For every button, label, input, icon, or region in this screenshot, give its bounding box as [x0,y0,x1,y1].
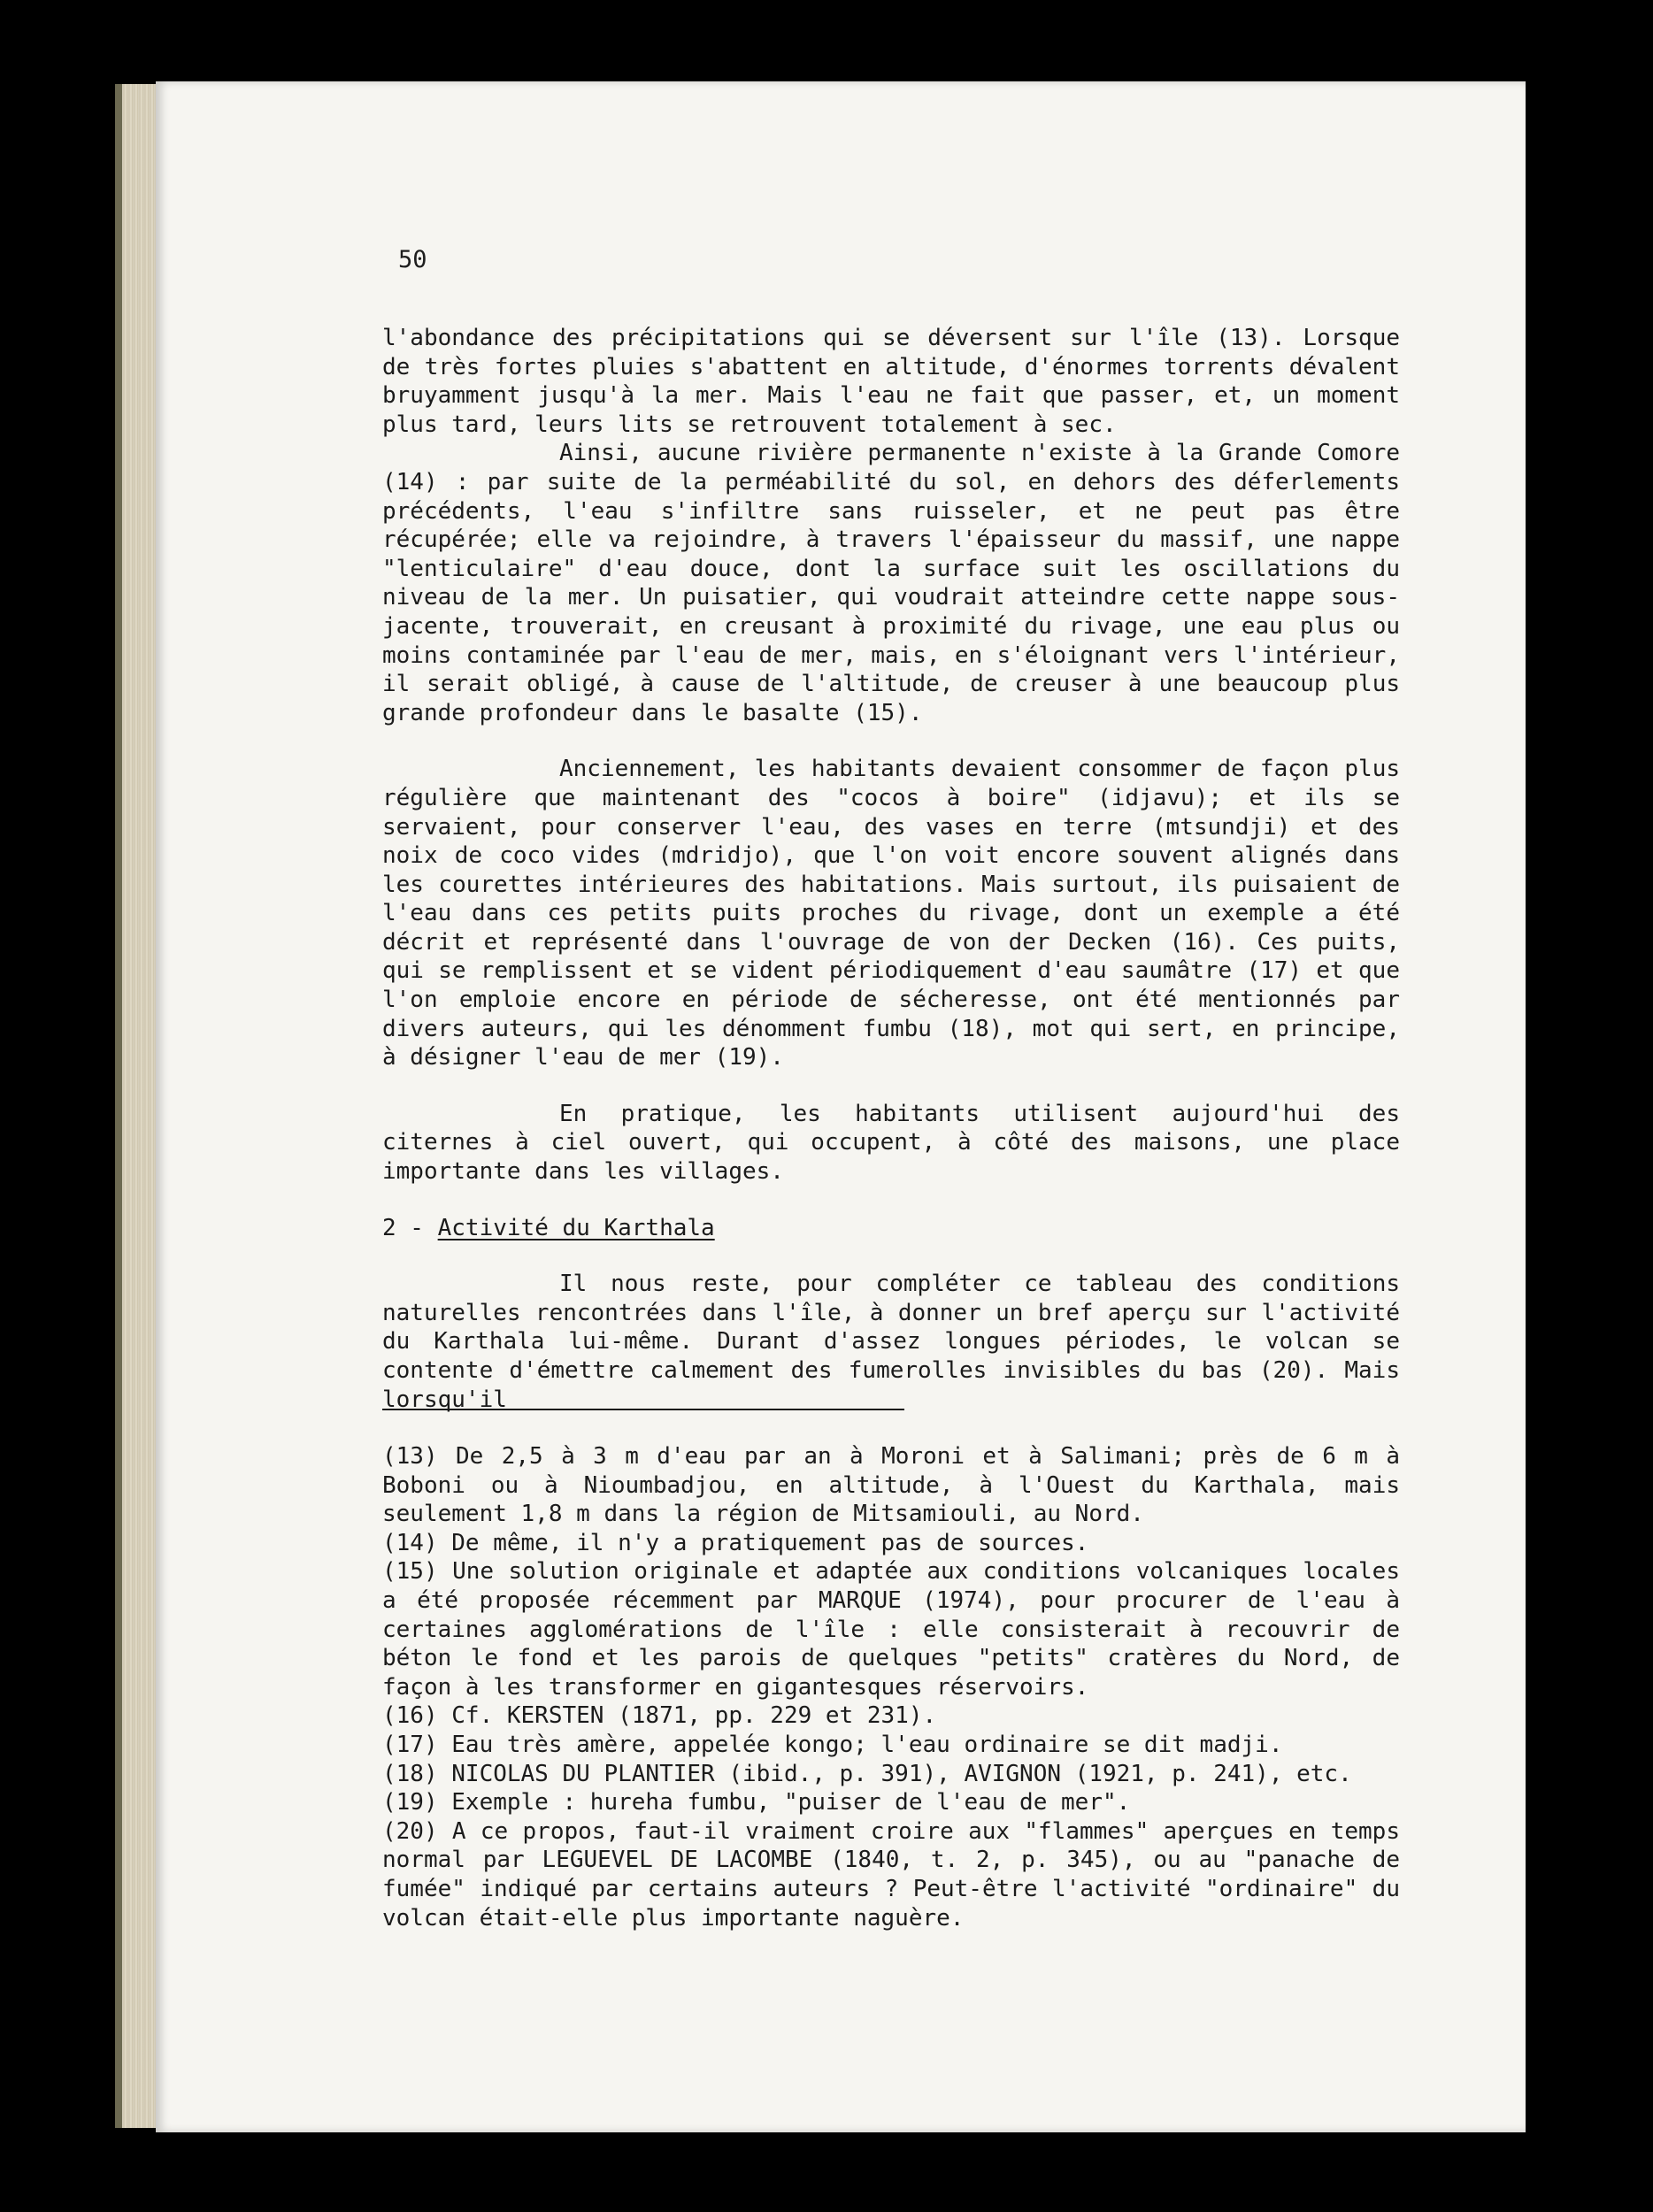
footnote-17: (17) Eau très amère, appelée kongo; l'eau ordinaire se dit madji. [382,1731,1283,1758]
footnote-separator [382,1409,904,1410]
page-stack-edge [122,84,158,2128]
footnote-13: (13) De 2,5 à 3 m d'eau par an à Moroni et à Salimani; près de 6 m à Boboni ou à Nioumbadjou, en altitude, à l'Ouest du Karthala, mais seulement 1,8 m dans la région de Mitsamiouli, au Nord. [382,1443,1400,1528]
paragraph-2: Ainsi, aucune rivière permanente n'existe à la Grande Comore (14) : par suite de la perméabilité du sol, en dehors des déferlements précédents, l'eau s'infiltre sans ruisseler, et ne peut pas être récupérée; elle va rejoindre, à travers l'épaisseur du massif, une nappe "lenticulaire" d'eau douce, dont la surface suit les oscillations du niveau de la mer. Un puisatier, qui voudrait atteindre cette nappe sous-jacente, trouverait, en creusant à proximité du rivage, une eau plus ou moins contaminée par l'eau de mer, mais, en s'éloignant vers l'intérieur, il serait obligé, à cause de l'altitude, de creuser à une beaucoup plus grande profondeur dans le basalte (15). [382,440,1400,726]
footnote-15: (15) Une solution originale et adaptée aux conditions volcaniques locales a été proposée récemment par MARQUE (1974), pour procurer de l'eau à certaines agglomérations de l'île : elle consisterait à recouvrir de béton le fond et les parois de quelques "petits" cratères du Nord, de façon à les transformer en gigantesques réservoirs. [382,1558,1400,1701]
footnote-14: (14) De même, il n'y a pratiquement pas de sources. [382,1529,1089,1556]
footnote-18: (18) NICOLAS DU PLANTIER (ibid., p. 391), AVIGNON (1921, p. 241), etc. [382,1760,1352,1787]
paragraph-3: Anciennement, les habitants devaient consommer de façon plus régulière que maintenant des "cocos à boire" (idjavu); et ils se servaient, pour conserver l'eau, des vases en terre (mtsundji) et des noix de coco vides (mdridjo), que l'on voit encore souvent alignés dans les courettes intérieures des habitations. Mais surtout, ils puisaient de l'eau dans ces petits puits proches du rivage, dont un exemple a été décrit et représenté dans l'ouvrage de von der Decken (16). Ces puits, qui se remplissent et se vident périodiquement d'eau saumâtre (17) et que l'on emploie encore en période de sécheresse, ont été mentionnés par divers auteurs, qui les dénomment fumbu (18), mot qui sert, en principe, à désigner l'eau de mer (19). [382,756,1400,1071]
body-text [382,324,1400,1414]
page-number: 50 [398,246,427,273]
footnote-20: (20) A ce propos, faut-il vraiment croire aux "flammes" aperçues en temps normal par LEGUEVEL DE LACOMBE (1840, t. 2, p. 345), ou au "panache de fumée" indiqué par certains auteurs ? Peut-être l'activité "ordinaire" du volcan était-elle plus importante naguère. [382,1817,1400,1932]
footnote-16: (16) Cf. KERSTEN (1871, pp. 229 et 231). [382,1702,937,1730]
footnote-19: (19) Exemple : hureha fumbu, "puiser de l'eau de mer". [382,1789,1131,1816]
section-number: 2 - [382,1214,424,1241]
paragraph-1: l'abondance des précipitations qui se déversent sur l'île (13). Lorsque de très fortes pluies s'abattent en altitude, d'énormes torrents dévalent bruyamment jusqu'à la mer. Mais l'eau ne fait que passer, et, un moment plus tard, leurs lits se retrouvent totalement à sec. [382,325,1400,438]
footnotes [382,1442,1400,1932]
section-heading [382,1214,1400,1243]
section-title: Activité du Karthala [437,1214,715,1241]
section-paragraph: Il nous reste, pour compléter ce tableau des conditions naturelles rencontrées dans l'île, à donner un bref aperçu sur l'activité du Karthala lui-même. Durant d'assez longues périodes, le volcan se contente d'émettre calmement des fumerolles invisibles du bas (20). Mais lorsqu'il [382,1271,1400,1413]
paragraph-4: En pratique, les habitants utilisent aujourd'hui des citernes à ciel ouvert, qui occupent, à côté des maisons, une place importante dans les villages. [382,1100,1400,1186]
